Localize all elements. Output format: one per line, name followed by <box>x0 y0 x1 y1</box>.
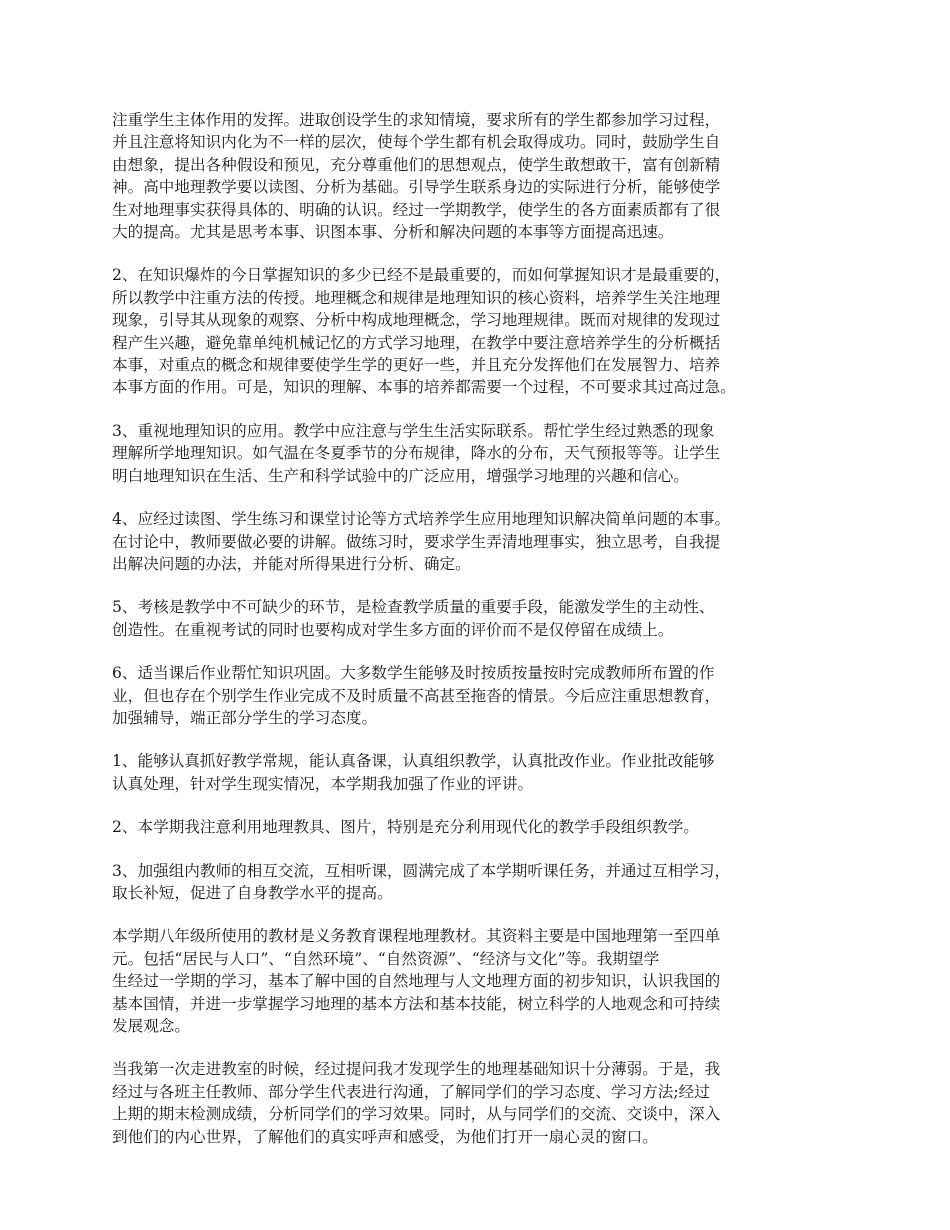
text-line: 2、在知识爆炸的今日掌握知识的多少已经不是最重要的，而如何掌握知识才是最重要的， <box>112 266 731 285</box>
paragraph <box>112 860 850 905</box>
text-line: 创造性。在重视考试的同时也要构成对学生多方面的评价而不是仅停留在成绩上。 <box>112 620 674 639</box>
text-line: 所以教学中注重方法的传授。地理概念和规律是地理知识的核心资料，培养学生关注地理 <box>112 288 721 307</box>
text-line: 注重学生主体作用的发挥。进取创设学生的求知情境，要求所有的学生都参加学习过程， <box>112 111 721 129</box>
text-line: 6、适当课后作业帮忙知识巩固。大多数学生能够及时按质按量按时完成教师所布置的作 <box>112 664 715 683</box>
text-line: 明白地理知识在生活、生产和科学试验中的广泛应用，增强学习地理的兴趣和信心。 <box>112 466 689 485</box>
text-line: 经过与各班主任教师、部分学生代表进行沟通，了解同学们的学习态度、学习方法;经过 <box>112 1082 710 1101</box>
paragraph <box>112 925 850 1037</box>
text-line: 认真处理，针对学生现实情况，本学期我加强了作业的评讲。 <box>112 774 534 793</box>
text-line: 到他们的内心世界，了解他们的真实呼声和感受，为他们打开一扇心灵的窗口。 <box>112 1127 658 1146</box>
paragraph <box>112 816 850 838</box>
paragraph <box>112 420 850 487</box>
text-line: 理解所学地理知识。如气温在冬夏季节的分布规律，降水的分布，天气预报等等。让学生 <box>112 444 721 463</box>
text-line: 并且注意将知识内化为不一样的层次，使每个学生都有机会取得成功。同时，鼓励学生自 <box>112 133 721 152</box>
text-line: 出解决问题的办法，并能对所得果进行分析、确定。 <box>112 554 471 573</box>
text-line: 上期的期末检测成绩，分析同学们的学习效果。同时，从与同学们的交流、交谈中，深入 <box>112 1105 721 1124</box>
paragraph <box>112 750 850 795</box>
text-line: 由想象，提出各种假设和预见，充分尊重他们的思想观点，使学生敢想敢干，富有创新精 <box>112 155 721 174</box>
text-line: 基本国情，并进一步掌握学习地理的基本方法和基本技能，树立科学的人地观念和可持续 <box>112 994 721 1013</box>
text-line: 1、能够认真抓好教学常规，能认真备课，认真组织教学，认真批改作业。作业批改能够 <box>112 752 715 771</box>
paragraph <box>112 662 850 729</box>
document-body <box>112 109 850 1148</box>
text-line: 发展观念。 <box>112 1017 190 1035</box>
paragraph <box>112 264 850 398</box>
text-line: 业，但也存在个别学生作业完成不及时质量不高甚至拖沓的情景。今后应注重思想教育， <box>112 686 721 705</box>
text-line: 2、本学期我注意利用地理教具、图片，特别是充分利用现代化的教学手段组织教学。 <box>112 818 699 837</box>
text-line: 取长补短，促进了自身教学水平的提高。 <box>112 883 393 902</box>
paragraph <box>112 109 850 243</box>
text-line: 本事方面的作用。可是，知识的理解、本事的培养都需要一个过程，不可要求其过高过急。 <box>112 378 736 397</box>
text-line: 本事，对重点的概念和规律要使学生学的更好一些，并且充分发挥他们在发展智力、培养 <box>112 356 721 375</box>
text-line: 生经过一学期的学习，基本了解中国的自然地理与人文地理方面的初步知识，认识我国的 <box>112 972 721 991</box>
paragraph <box>112 1058 850 1148</box>
text-line: 现象，引导其从现象的观察、分析中构成地理概念，学习地理规律。既而对规律的发现过 <box>112 311 721 330</box>
text-line: 3、加强组内教师的相互交流，互相听课，圆满完成了本学期听课任务，并通过互相学习， <box>112 861 731 880</box>
text-line: 5、考核是教学中不可缺少的环节，是检查教学质量的重要手段，能激发学生的主动性、 <box>112 598 715 617</box>
text-line: 3、重视地理知识的应用。教学中应注意与学生生活实际联系。帮忙学生经过熟悉的现象 <box>112 421 715 440</box>
text-line: 在讨论中，教师要做必要的讲解。做练习时，要求学生弄清地理事实，独立思考，自我提 <box>112 532 721 551</box>
text-line: 生对地理事实获得具体的、明确的认识。经过一学期教学，使学生的各方面素质都有了很 <box>112 200 721 219</box>
text-line: 加强辅导，端正部分学生的学习态度。 <box>112 708 378 727</box>
paragraph <box>112 508 850 575</box>
text-line: 元。包括“居民与人口”、“自然环境”、“自然资源”、“经济与文化”等。我期望学 <box>112 949 660 968</box>
text-line: 神。高中地理教学要以读图、分析为基础。引导学生联系身边的实际进行分析，能够使学 <box>112 178 721 197</box>
text-line: 4、应经过读图、学生练习和课堂讨论等方式培养学生应用地理知识解决简单问题的本事。 <box>112 510 731 529</box>
paragraph <box>112 596 850 641</box>
text-line: 本学期八年级所使用的教材是义务教育课程地理教材。其资料主要是中国地理第一至四单 <box>112 927 721 946</box>
text-line: 当我第一次走进教室的时候，经过提问我才发现学生的地理基础知识十分薄弱。于是，我 <box>112 1060 721 1079</box>
text-line: 程产生兴趣，避免靠单纯机械记忆的方式学习地理，在教学中要注意培养学生的分析概括 <box>112 333 721 352</box>
text-line: 大的提高。尤其是思考本事、识图本事、分析和解决问题的本事等方面提高迅速。 <box>112 223 674 242</box>
